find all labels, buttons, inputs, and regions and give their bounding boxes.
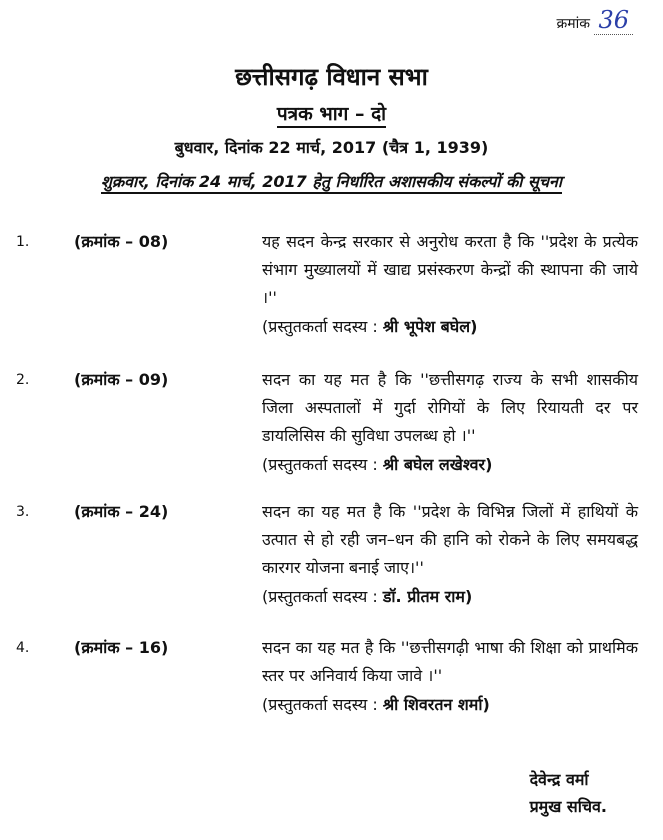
serial-handwritten-number: 36 xyxy=(594,6,633,35)
item-number: 3. xyxy=(16,504,30,520)
presenter-name: श्री बघेल लखेश्वर) xyxy=(382,455,493,474)
item-presenter xyxy=(262,691,638,719)
serial-number xyxy=(556,6,633,34)
page-subtitle xyxy=(0,100,663,126)
notice-text: शुक्रवार, दिनांक 24 मार्च, 2017 हेतु निर्धारित अशासकीय संकल्पों की सूचना xyxy=(101,172,562,194)
item-text: सदन का यह मत है कि ''प्रदेश के विभिन्न जिलों में हाथियों के उत्पात से हो रही जन–धन की हानि को रोकने के लिए समयबद्ध कारगर योजना बनाई जाए।'' xyxy=(262,502,638,577)
item-presenter xyxy=(262,313,638,341)
signature-block xyxy=(530,766,607,820)
item-text-block xyxy=(262,228,638,341)
presenter-label: (प्रस्तुतकर्ता सदस्य : xyxy=(262,695,378,714)
item-text-block xyxy=(262,366,638,479)
presenter-label: (प्रस्तुतकर्ता सदस्य : xyxy=(262,317,378,336)
presenter-label: (प्रस्तुतकर्ता सदस्य : xyxy=(262,587,378,606)
signatory-name: देवेन्द्र वर्मा xyxy=(529,770,589,789)
dateline: बुधवार, दिनांक 22 मार्च, 2017 (चैत्र 1, 1939) xyxy=(174,138,489,157)
item-text-block xyxy=(262,498,638,611)
serial-label: क्रमांक xyxy=(556,16,590,32)
item-text: सदन का यह मत है कि ''छत्तीसगढ़ी भाषा की शिक्षा को प्राथमिक स्तर पर अनिवार्य किया जावे ।'' xyxy=(262,638,638,685)
item-reference: (क्रमांक – 09) xyxy=(74,370,169,389)
subtitle-text: पत्रक भाग – दो xyxy=(277,103,386,128)
item-number: 4. xyxy=(16,640,30,656)
presenter-name: डॉ. प्रीतम राम) xyxy=(382,587,473,606)
item-text-block xyxy=(262,634,638,719)
item-presenter xyxy=(262,583,638,611)
page-title: छत्तीसगढ़ विधान सभा xyxy=(235,63,428,91)
item-text: यह सदन केन्द्र सरकार से अनुरोध करता है कि ''प्रदेश के प्रत्येक संभाग मुख्यालयों में खाद्य प्रसंस्करण केन्द्रों की स्थापना की जाये ।'' xyxy=(262,232,638,307)
item-number: 1. xyxy=(16,234,30,250)
presenter-label: (प्रस्तुतकर्ता सदस्य : xyxy=(262,455,378,474)
presenter-name: श्री शिवरतन शर्मा) xyxy=(382,695,490,714)
notice-heading xyxy=(0,170,663,192)
item-presenter xyxy=(262,451,638,479)
item-text: सदन का यह मत है कि ''छत्तीसगढ़ राज्य के सभी शासकीय जिला अस्पतालों में गुर्दा रोगियों के लिए रियायती दर पर डायलिसिस की सुविधा उपलब्ध हो ।'' xyxy=(262,370,638,445)
presenter-name: श्री भूपेश बघेल) xyxy=(382,317,478,336)
item-reference: (क्रमांक – 16) xyxy=(74,638,169,657)
item-reference: (क्रमांक – 08) xyxy=(74,232,169,251)
item-reference: (क्रमांक – 24) xyxy=(74,502,169,521)
item-number: 2. xyxy=(16,372,30,388)
signatory-designation: प्रमुख सचिव. xyxy=(529,797,607,816)
